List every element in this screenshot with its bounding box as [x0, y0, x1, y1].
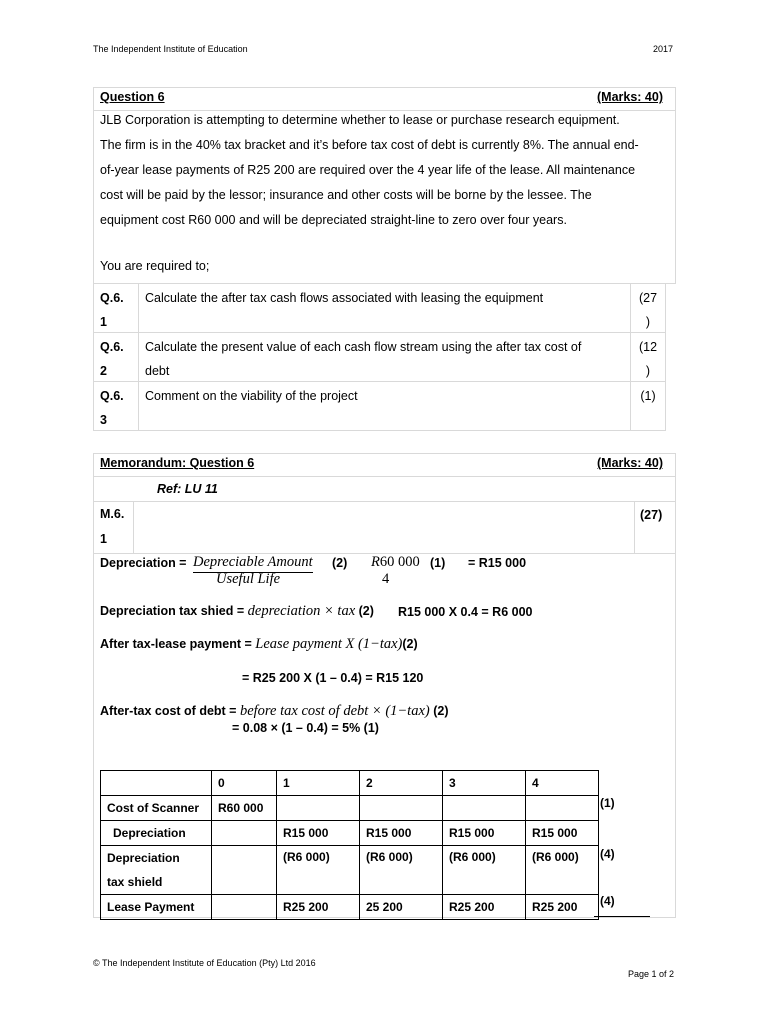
depreciation-denominator: Useful Life	[216, 571, 281, 587]
depreciation-years: 4	[382, 571, 390, 587]
memo-ref: Ref: LU 11	[157, 482, 218, 496]
table-cell	[526, 796, 599, 821]
table-header-cell: 1	[277, 771, 360, 796]
footer-copyright: © The Independent Institute of Education (Pty) Ltd 2016	[93, 958, 316, 968]
item-num: Q.6.	[100, 389, 124, 403]
depreciation-result: = R15 000	[468, 556, 527, 570]
table-cell: R25 200	[526, 895, 599, 920]
item-num-sub: 2	[100, 364, 107, 378]
table-header-cell: 3	[443, 771, 526, 796]
table-cell: R25 200	[443, 895, 526, 920]
after-tax-lease-label: After tax-lease payment =	[100, 637, 252, 651]
question-line: The firm is in the 40% tax bracket and it’s before tax cost of debt is currently 8%. The annual end-	[100, 138, 639, 152]
depreciation-mark1: (2)	[332, 556, 348, 570]
item-marks-close: )	[645, 315, 651, 329]
item-marks: (12	[638, 340, 658, 354]
memo-title: Memorandum: Question 6	[100, 456, 255, 470]
question-line: cost will be paid by the lessor; insurance and other costs will be borne by the lessee. The	[100, 188, 592, 202]
item-marks: (1)	[640, 389, 656, 403]
depreciation-label: Depreciation =	[100, 556, 187, 570]
table-header-cell: 0	[212, 771, 277, 796]
item-text: Calculate the present value of each cash flow stream using the after tax cost of	[145, 340, 582, 354]
row-marks: (1)	[600, 796, 615, 810]
table-row	[101, 821, 599, 846]
table-row	[101, 846, 599, 895]
item-text-cell	[138, 381, 631, 431]
question-line: JLB Corporation is attempting to determine whether to lease or purchase research equipment.	[100, 113, 620, 127]
required-label: You are required to;	[100, 259, 210, 273]
after-tax-lease-line	[100, 636, 418, 653]
table-cell: (R6 000)	[360, 846, 443, 895]
row-label	[101, 846, 212, 895]
table-cell: R15 000	[277, 821, 360, 846]
after-tax-debt-formula: before tax cost of debt × (1−tax)	[239, 703, 430, 719]
tax-shield-formula: depreciation × tax	[247, 603, 356, 619]
memo-num-sub: 1	[100, 532, 107, 546]
memo-num	[100, 502, 124, 552]
after-tax-lease-result: = R25 200 X (1 – 0.4) = R15 120	[242, 671, 424, 685]
tax-shield-result: R15 000 X 0.4 = R6 000	[398, 605, 533, 619]
question-title: Question 6	[100, 90, 165, 104]
header-institution: The Independent Institute of Education	[93, 44, 248, 54]
memo-num-marks: (27)	[640, 508, 663, 522]
item-num-sub: 1	[100, 315, 107, 329]
item-marks-close: )	[645, 364, 651, 378]
divider	[133, 501, 134, 554]
tax-shield-label: Depreciation tax shied =	[100, 604, 245, 618]
tax-shield-mark: (2)	[358, 604, 374, 618]
table-header-cell: 4	[526, 771, 599, 796]
table-cell: (R6 000)	[277, 846, 360, 895]
table-cell	[443, 796, 526, 821]
table-cell	[212, 821, 277, 846]
table-cell: R25 200	[277, 895, 360, 920]
table-cell	[212, 846, 277, 895]
row-label: Depreciation	[101, 821, 212, 846]
memo-marks: (Marks: 40)	[597, 456, 663, 470]
table-header-row	[101, 771, 599, 796]
item-text-cell	[138, 283, 631, 333]
table-cell: 25 200	[360, 895, 443, 920]
table-header-cell: 2	[360, 771, 443, 796]
after-tax-debt-result: = 0.08 × (1 – 0.4) = 5% (1)	[232, 721, 379, 735]
item-num: Q.6.	[100, 291, 124, 305]
item-text-cell	[138, 332, 631, 382]
table-row	[101, 895, 599, 920]
divider	[634, 501, 635, 554]
cashflow-table	[100, 770, 599, 920]
after-tax-debt-line	[100, 703, 449, 720]
item-num: Q.6.	[100, 340, 124, 354]
table-cell: R60 000	[212, 796, 277, 821]
item-num-cell	[93, 381, 139, 431]
after-tax-debt-mark: (2)	[433, 704, 449, 718]
memo-num-main: M.6.	[100, 507, 125, 521]
table-cell: R15 000	[526, 821, 599, 846]
question-line: of-year lease payments of R25 200 are required over the 4 year life of the lease. All maintenance	[100, 163, 636, 177]
table-cell	[360, 796, 443, 821]
question-marks: (Marks: 40)	[597, 90, 663, 104]
question-line: equipment cost R60 000 and will be depreciated straight-line to zero over four years.	[100, 213, 567, 227]
item-text: Comment on the viability of the project	[145, 389, 358, 403]
header-year: 2017	[653, 44, 674, 54]
depreciation-numerator: Depreciable Amount	[193, 554, 313, 573]
depreciation-mark2: (1)	[430, 556, 446, 570]
table-header-cell	[101, 771, 212, 796]
table-cell	[212, 895, 277, 920]
item-num-cell	[93, 283, 139, 333]
item-marks-cell	[630, 283, 666, 333]
memo-num-row	[93, 501, 676, 554]
row-label-line2: tax shield	[107, 875, 163, 889]
tax-shield-line	[100, 603, 374, 620]
row-label: Lease Payment	[101, 895, 212, 920]
item-num-cell	[93, 332, 139, 382]
item-text: Calculate the after tax cash flows associated with leasing the equipment	[145, 291, 544, 305]
item-marks-cell	[630, 332, 666, 382]
row-marks: (4)	[600, 894, 615, 908]
after-tax-lease-formula: Lease payment X (1−tax)	[255, 636, 403, 652]
table-cell: R15 000	[443, 821, 526, 846]
table-extension-line	[594, 916, 650, 917]
row-label: Cost of Scanner	[101, 796, 212, 821]
depreciation-amount: R60 000	[371, 554, 420, 570]
item-text-cont: debt	[145, 364, 170, 378]
after-tax-debt-label: After-tax cost of debt =	[100, 704, 237, 718]
table-cell: (R6 000)	[443, 846, 526, 895]
row-marks: (4)	[600, 847, 615, 861]
question-text	[100, 108, 670, 233]
table-cell: (R6 000)	[526, 846, 599, 895]
table-row	[101, 796, 599, 821]
item-marks-cell	[630, 381, 666, 431]
table-cell	[277, 796, 360, 821]
item-marks: (27	[638, 291, 658, 305]
cashflow-table-wrap	[100, 770, 599, 920]
row-label-line: Depreciation	[107, 851, 180, 865]
table-cell: R15 000	[360, 821, 443, 846]
after-tax-lease-mark: (2)	[402, 637, 418, 651]
footer-page: Page 1 of 2	[628, 969, 675, 979]
item-num-sub: 3	[100, 413, 107, 427]
